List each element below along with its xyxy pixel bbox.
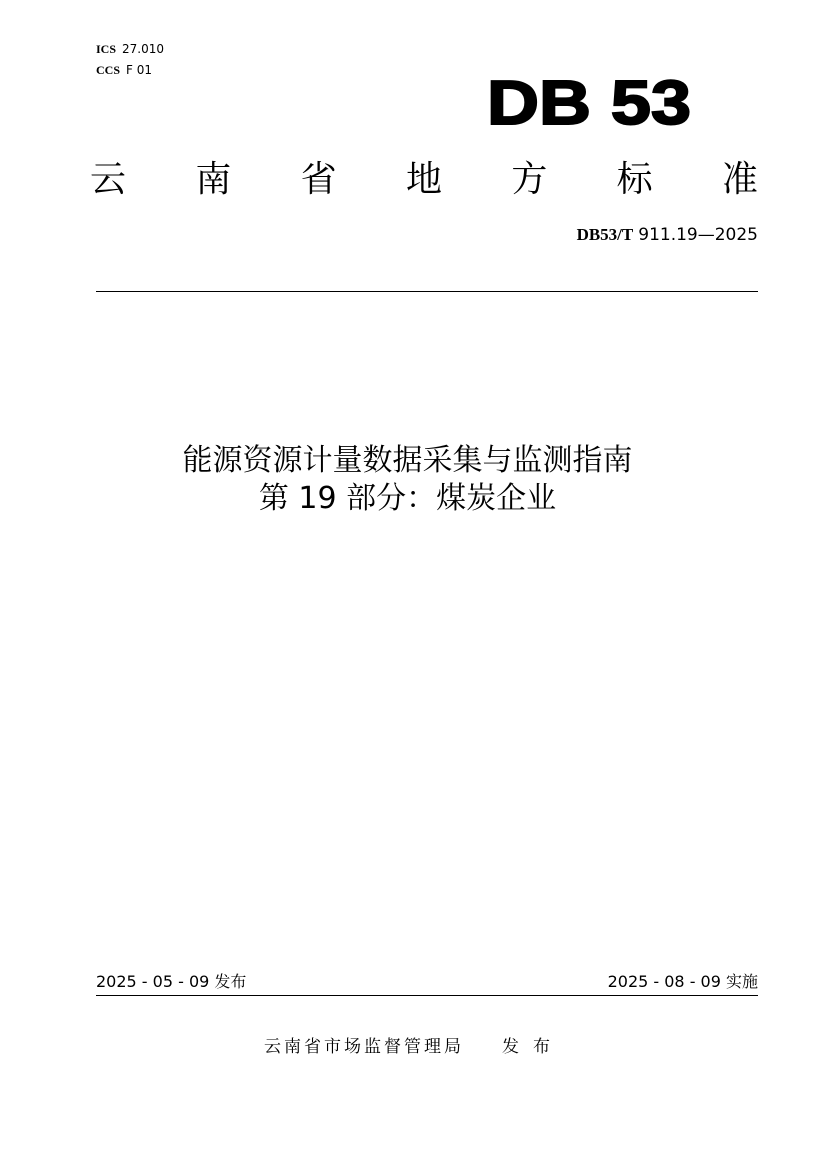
header-divider [96, 291, 758, 292]
db53-logo [485, 70, 695, 132]
implementation-date: 2025 - 08 - 09 实施 [607, 972, 758, 991]
logo-text: DB 53 [487, 70, 691, 132]
ics-value: 27.010 [122, 42, 165, 56]
ccs-value: F 01 [126, 63, 153, 77]
title-char: 标 [616, 159, 653, 200]
publisher-line [264, 1036, 564, 1058]
ics-code [96, 42, 164, 56]
title-char: 方 [511, 159, 548, 200]
document-title-line-1: 能源资源计量数据采集与监测指南 [182, 443, 633, 478]
title-char: 省 [300, 159, 337, 200]
issue-date: 2025 - 05 - 09 发布 [96, 972, 247, 991]
title-char: 地 [405, 159, 442, 200]
ccs-label: CCS [96, 63, 121, 77]
standard-code: DB53/T [576, 225, 634, 244]
standard-number [577, 225, 758, 245]
document-title-line-2: 第 19 部分：煤炭企业 [258, 481, 557, 516]
ics-label: ICS [96, 42, 117, 56]
standard-serial: 911.19—2025 [638, 225, 758, 245]
footer-divider [96, 995, 758, 996]
title-char: 云 [90, 159, 127, 200]
ccs-code [96, 63, 152, 77]
publish-action: 发布 [502, 1037, 564, 1057]
title-char: 南 [195, 159, 232, 200]
standard-type-title [90, 156, 758, 204]
publisher-name: 云南省市场监督管理局 [264, 1037, 464, 1057]
title-char: 准 [721, 159, 758, 200]
